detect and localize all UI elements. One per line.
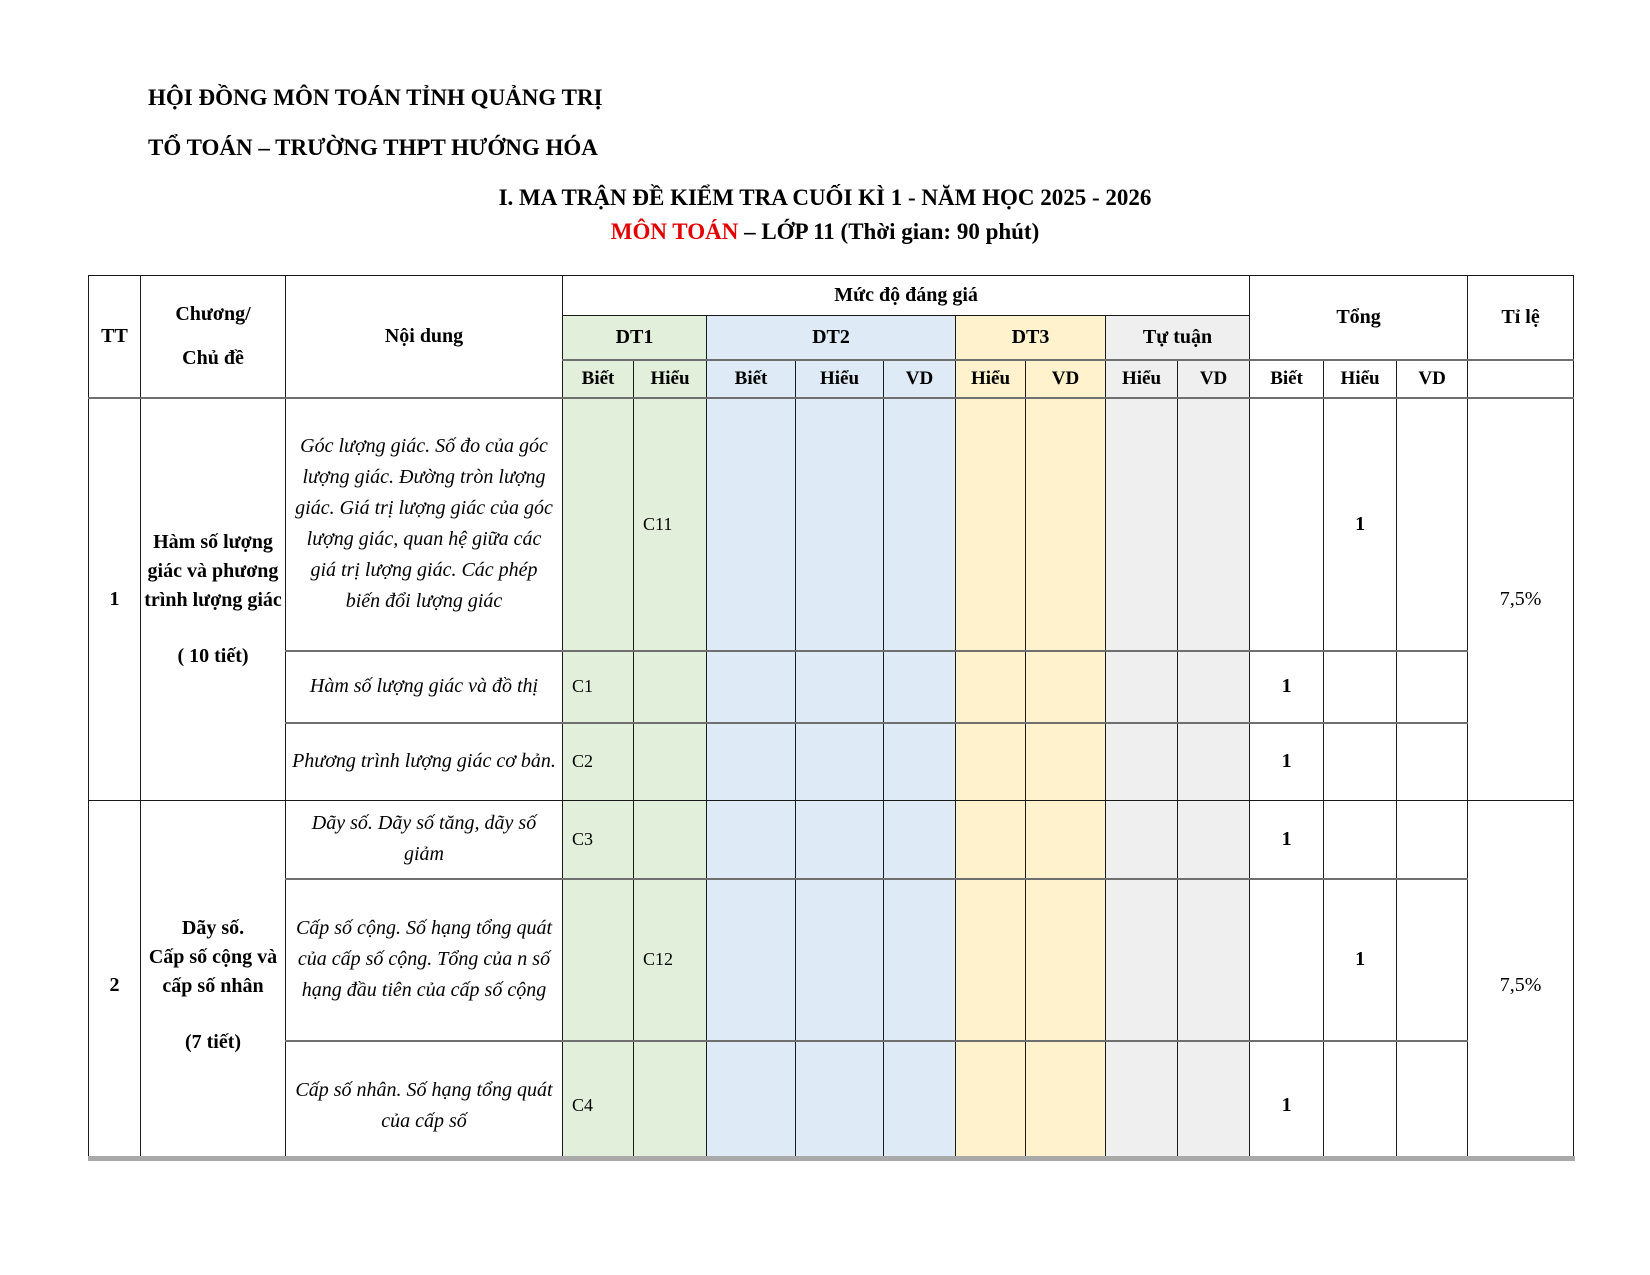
- cell-tu-luan-hieu: [1106, 723, 1178, 801]
- table-row: [89, 879, 1574, 1041]
- content-cell: Cấp số nhân. Số hạng tổng quát của cấp số: [286, 1041, 563, 1162]
- col-header-noi-dung: Nội dung: [286, 276, 563, 398]
- cell-dt1-biet: C3: [563, 801, 634, 879]
- cell-tu-luan-hieu: [1106, 801, 1178, 879]
- cell-dt3-hieu: [956, 1041, 1026, 1162]
- col-header-muc-do-danh-gia: Mức độ đáng giá: [563, 276, 1250, 316]
- section-topic: [141, 398, 286, 801]
- cell-tong-hieu: 1: [1324, 879, 1397, 1041]
- screenshot-cut-edge: [88, 1156, 1575, 1161]
- table-row: [89, 801, 1574, 879]
- cell-tong-hieu: [1324, 723, 1397, 801]
- cell-dt2-vd: [884, 651, 956, 723]
- content-cell: Hàm số lượng giác và đồ thị: [286, 651, 563, 723]
- cell-dt1-hieu: [634, 801, 707, 879]
- cell-dt1-biet: [563, 398, 634, 651]
- cell-tu-luan-hieu: [1106, 879, 1178, 1041]
- topic-duration: (7 tiết): [184, 1031, 242, 1053]
- cell-tong-biet: 1: [1250, 1041, 1324, 1162]
- group-header-dt2: DT2: [707, 316, 956, 360]
- section-ti-le: 7,5%: [1468, 398, 1574, 801]
- cell-dt1-biet: C4: [563, 1041, 634, 1162]
- cell-tong-hieu: [1324, 651, 1397, 723]
- level-header-tong-hieu: Hiểu: [1324, 360, 1397, 398]
- col-header-tong: Tổng: [1250, 276, 1468, 360]
- table-row: [89, 398, 1574, 651]
- level-header-ti-le-empty: [1468, 360, 1574, 398]
- matrix-table-container: [88, 275, 1575, 1161]
- section-number: 2: [89, 801, 141, 1162]
- cell-tu-luan-vd: [1178, 1041, 1250, 1162]
- org-line-2: TỔ TOÁN – TRƯỜNG THPT HƯỚNG HÓA: [148, 135, 598, 160]
- cell-tu-luan-vd: [1178, 723, 1250, 801]
- cell-dt2-hieu: [796, 398, 884, 651]
- cell-dt3-hieu: [956, 723, 1026, 801]
- cell-tong-hieu: [1324, 1041, 1397, 1162]
- cell-dt2-hieu: [796, 801, 884, 879]
- cell-tu-luan-hieu: [1106, 398, 1178, 651]
- cell-tong-vd: [1397, 723, 1468, 801]
- content-cell: Cấp số cộng. Số hạng tổng quát của cấp số cộng. Tổng của n số hạng đầu tiên của cấp số cộng: [286, 879, 563, 1041]
- cell-tu-luan-hieu: [1106, 651, 1178, 723]
- doc-title-line2: [0, 218, 1650, 246]
- col-header-tt: TT: [89, 276, 141, 398]
- col-header-ti-le: Tỉ lệ: [1468, 276, 1574, 360]
- level-header-dt1-biet: Biết: [563, 360, 634, 398]
- cell-dt2-vd: [884, 1041, 956, 1162]
- cell-dt3-vd: [1026, 801, 1106, 879]
- section-topic: [141, 801, 286, 1162]
- level-header-dt1-hieu: Hiểu: [634, 360, 707, 398]
- cell-dt1-hieu: [634, 723, 707, 801]
- cell-dt2-hieu: [796, 723, 884, 801]
- level-header-dt3-hieu: Hiểu: [956, 360, 1026, 398]
- cell-tong-hieu: [1324, 801, 1397, 879]
- cell-tong-vd: [1397, 398, 1468, 651]
- cell-dt2-biet: [707, 801, 796, 879]
- level-header-tu-luan-hieu: Hiểu: [1106, 360, 1178, 398]
- cell-dt2-biet: [707, 879, 796, 1041]
- cell-dt2-hieu: [796, 651, 884, 723]
- cell-dt1-biet: C2: [563, 723, 634, 801]
- cell-dt2-vd: [884, 398, 956, 651]
- cell-tu-luan-vd: [1178, 879, 1250, 1041]
- cell-tong-biet: [1250, 398, 1324, 651]
- level-header-dt2-biet: Biết: [707, 360, 796, 398]
- cell-dt2-vd: [884, 723, 956, 801]
- header-row-1: [89, 276, 1574, 316]
- chuong-label-line2: Chủ đề: [182, 347, 244, 370]
- cell-dt3-hieu: [956, 879, 1026, 1041]
- cell-dt3-vd: [1026, 398, 1106, 651]
- topic-duration: ( 10 tiết): [177, 644, 249, 667]
- cell-tu-luan-vd: [1178, 801, 1250, 879]
- content-cell: Phương trình lượng giác cơ bản.: [286, 723, 563, 801]
- cell-dt1-biet: [563, 879, 634, 1041]
- cell-dt3-vd: [1026, 1041, 1106, 1162]
- cell-dt1-hieu: C11: [634, 398, 707, 651]
- cell-tong-vd: [1397, 801, 1468, 879]
- cell-dt2-biet: [707, 398, 796, 651]
- section-number: 1: [89, 398, 141, 801]
- cell-dt1-hieu: [634, 651, 707, 723]
- cell-tong-vd: [1397, 879, 1468, 1041]
- cell-dt2-vd: [884, 879, 956, 1041]
- group-header-dt3: DT3: [956, 316, 1106, 360]
- group-header-dt1: DT1: [563, 316, 707, 360]
- cell-tu-luan-hieu: [1106, 1041, 1178, 1162]
- cell-tong-vd: [1397, 651, 1468, 723]
- cell-dt2-biet: [707, 651, 796, 723]
- cell-tong-biet: 1: [1250, 801, 1324, 879]
- cell-dt3-hieu: [956, 398, 1026, 651]
- cell-dt2-biet: [707, 723, 796, 801]
- col-header-chuong-chu-de: [141, 276, 286, 398]
- section-ti-le: 7,5%: [1468, 801, 1574, 1162]
- cell-dt1-biet: C1: [563, 651, 634, 723]
- cell-dt3-hieu: [956, 801, 1026, 879]
- topic-text: Dãy số.: [181, 917, 245, 939]
- cell-tong-biet: [1250, 879, 1324, 1041]
- cell-dt3-hieu: [956, 651, 1026, 723]
- subject-name: MÔN TOÁN: [610, 219, 739, 244]
- cell-tu-luan-vd: [1178, 398, 1250, 651]
- level-header-dt2-hieu: Hiểu: [796, 360, 884, 398]
- content-cell: Dãy số. Dãy số tăng, dãy số giảm: [286, 801, 563, 879]
- level-header-tong-vd: VD: [1397, 360, 1468, 398]
- content-cell: Góc lượng giác. Số đo của góc lượng giác. Đường tròn lượng giác. Giá trị lượng giác của góc lượng giác, quan hệ giữa các giá trị lượng giác. Các phép biến đổi lượng giác: [286, 398, 563, 651]
- chuong-label-line1: Chương/: [175, 303, 251, 326]
- table-row: [89, 723, 1574, 801]
- cell-dt2-biet: [707, 1041, 796, 1162]
- cell-dt2-hieu: [796, 1041, 884, 1162]
- level-header-dt3-vd: VD: [1026, 360, 1106, 398]
- table-row: [89, 1041, 1574, 1162]
- doc-title-line1: I. MA TRẬN ĐỀ KIỂM TRA CUỐI KÌ 1 - NĂM HỌC 2025 - 2026: [498, 185, 1152, 210]
- org-line-1: HỘI ĐỒNG MÔN TOÁN TỈNH QUẢNG TRỊ: [148, 85, 603, 110]
- level-header-tu-luan-vd: VD: [1178, 360, 1250, 398]
- cell-tong-biet: 1: [1250, 723, 1324, 801]
- level-header-tong-biet: Biết: [1250, 360, 1324, 398]
- exam-matrix-table: [88, 275, 1574, 1161]
- cell-tong-hieu: 1: [1324, 398, 1397, 651]
- topic-text: Hàm số lượng giác và phương trình lượng giác: [144, 530, 282, 611]
- cell-dt1-hieu: [634, 1041, 707, 1162]
- cell-dt3-vd: [1026, 723, 1106, 801]
- level-header-dt2-vd: VD: [884, 360, 956, 398]
- cell-tong-biet: 1: [1250, 651, 1324, 723]
- cell-dt1-hieu: C12: [634, 879, 707, 1041]
- cell-dt3-vd: [1026, 651, 1106, 723]
- cell-dt2-vd: [884, 801, 956, 879]
- table-row: [89, 651, 1574, 723]
- topic-text: Cấp số cộng và cấp số nhân: [148, 946, 278, 997]
- group-header-tu-luan: Tự tuận: [1106, 316, 1250, 360]
- cell-tong-vd: [1397, 1041, 1468, 1162]
- cell-dt3-vd: [1026, 879, 1106, 1041]
- cell-dt2-hieu: [796, 879, 884, 1041]
- doc-title-line2-rest: – LỚP 11 (Thời gian: 90 phút): [738, 219, 1040, 244]
- cell-tu-luan-vd: [1178, 651, 1250, 723]
